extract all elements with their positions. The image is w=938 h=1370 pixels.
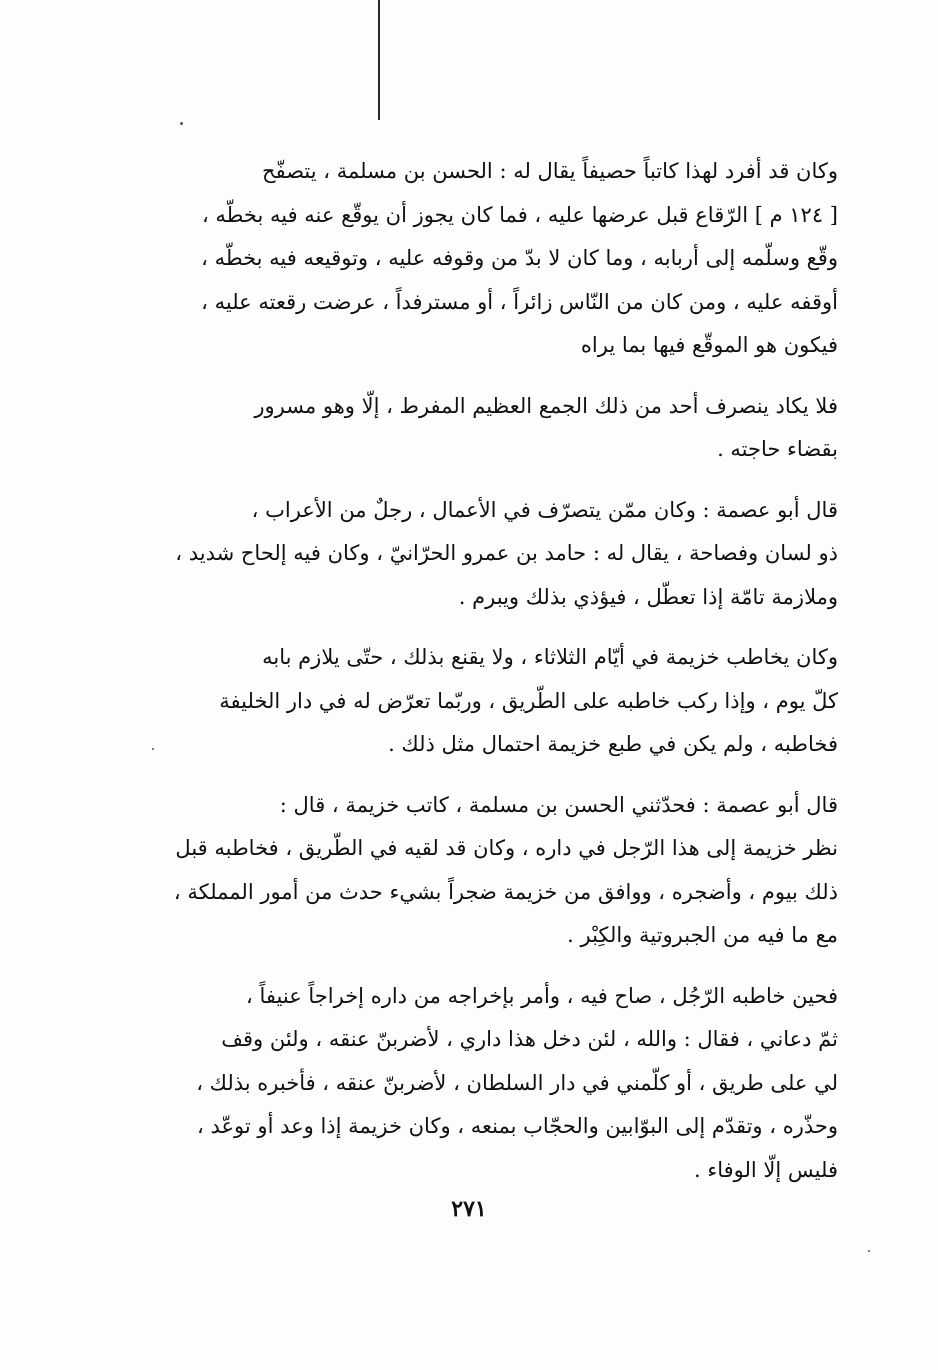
text-line: ذلك بيوم ، وأضجره ، ووافق من خزيمة ضجراً بشيء حدث من أمور المملكة ، <box>173 879 838 904</box>
text-line: نظر خزيمة إلى هذا الرّجل في داره ، وكان قد لقيه في الطّريق ، فخاطبه قبل <box>175 836 838 860</box>
text-line: وحذّره ، وتقدّم إلى البوّابين والحجّاب بمنعه ، وكان خزيمة إذا وعد أو توعّد ، <box>197 1114 838 1138</box>
text-line: أوقفه عليه ، ومن كان من النّاس زائراً ، أو مسترفداً ، عرضت رقعته عليه ، <box>201 289 838 314</box>
body-text <box>158 150 838 1209</box>
text-line: ذو لسان وفصاحة ، يقال له : حامد بن عمرو الحرّانيّ ، وكان فيه إلحاح شديد ، <box>175 541 838 565</box>
text-line: وملازمة تامّة إذا تعطّل ، فيؤذي بذلك ويبرم . <box>458 584 838 609</box>
text-line: بقضاء حاجته . <box>717 437 838 461</box>
text-line: فيكون هو الموقّع فيها بما يراه <box>580 333 838 357</box>
text-line: مع ما فيه من الجبروتية والكِبْر . <box>567 923 838 947</box>
paragraph <box>158 150 838 368</box>
paragraph <box>158 784 838 958</box>
gutter-line <box>378 0 380 120</box>
text-line: فحين خاطبه الرّجُل ، صاح فيه ، وأمر بإخراجه من داره إخراجاً عنيفاً ، <box>246 983 838 1008</box>
page-number: ٢٧١ <box>451 1196 487 1222</box>
text-line: فلا يكاد ينصرف أحد من ذلك الجمع العظيم المفرط ، إلّا وهو مسرور <box>254 393 838 418</box>
text-line: قال أبو عصمة : فحدّثني الحسن بن مسلمة ، كاتب خزيمة ، قال : <box>279 792 838 817</box>
paragraph <box>158 489 838 620</box>
text-line: قال أبو عصمة : وكان ممّن يتصرّف في الأعمال ، رجلٌ من الأعراب ، <box>251 497 838 522</box>
paragraph <box>158 385 838 472</box>
ink-speck <box>152 748 154 750</box>
paragraph <box>158 636 838 767</box>
text-line: وكان قد أفرد لهذا كاتباً حصيفاً يقال له : الحسن بن مسلمة ، يتصفّح <box>262 159 838 183</box>
text-line: [ ١٢٤ م ] الرّقاع قبل عرضها عليه ، فما كان يجوز أن يوقّع عنه فيه بخطّه ، <box>201 202 838 227</box>
text-line: كلّ يوم ، وإذا ركب خاطبه على الطّريق ، وربّما تعرّض له في دار الخليفة <box>219 688 838 713</box>
ink-speck <box>868 1250 870 1252</box>
text-line: وقّع وسلّمه إلى أربابه ، وما كان لا بدّ من وقوفه عليه ، وتوقيعه فيه بخطّه ، <box>201 246 838 270</box>
ink-speck <box>180 122 183 125</box>
text-line: فخاطبه ، ولم يكن في طبع خزيمة احتمال مثل ذلك . <box>388 732 838 756</box>
text-line: فليس إلّا الوفاء . <box>693 1157 838 1182</box>
text-line: وكان يخاطب خزيمة في أيّام الثلاثاء ، ولا يقنع بذلك ، حتّى يلازم بابه <box>262 645 838 669</box>
text-line: ثمّ دعاني ، فقال : والله ، لئن دخل هذا داري ، لأضربنّ عنقه ، ولئن وقف <box>221 1027 838 1051</box>
text-line: لي على طريق ، أو كلّمني في دار السلطان ، لأضربنّ عنقه ، فأخبره بذلك ، <box>196 1070 838 1095</box>
paragraph <box>158 975 838 1193</box>
